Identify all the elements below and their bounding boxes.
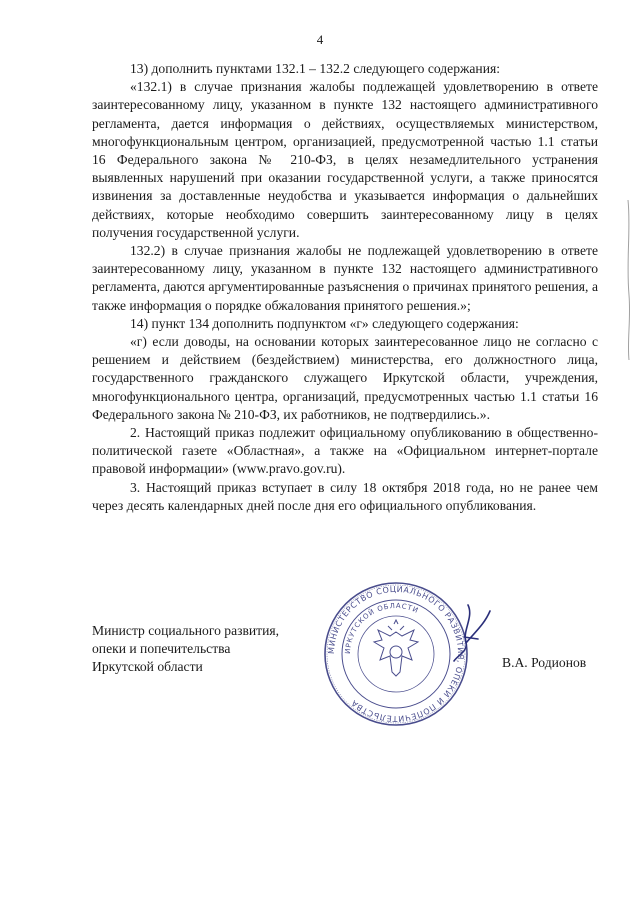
- page-number: 4: [316, 32, 324, 47]
- double-headed-eagle-icon: [374, 620, 418, 676]
- signatory-title-line-2: опеки и попечительства: [92, 641, 231, 656]
- paragraph-132-1: «132.1) в случае признания жалобы подлежащей удовлетворению в ответе заинтересованному лицу, указанном в пункте 132 настоящего административного регламента, дается информация о действиях, осуществляемых министерством, многофункциональным центром, организацией, предусмотренной частью 1.1 статьи 16 Федерального закона № 210-ФЗ, в целях незамедлительного устранения выявленных нарушений при оказании государственной услуги, а также приносятся извинения за доставленные неудобства и указывается информация о дальнейших действиях, которые необходимо совершить заинтересованному лицу в целях получения государственной услуги.: [92, 79, 598, 240]
- paragraph-clause-2: 2. Настоящий приказ подлежит официальному опубликованию в общественно-политической газете «Областная», а также на «Официальном интернет-портале правовой информации» (www.pravo.gov.ru).: [92, 425, 598, 477]
- paragraph-item-14: 14) пункт 134 дополнить подпунктом «г» следующего содержания:: [130, 315, 519, 331]
- signatory-name: В.А. Родионов: [502, 655, 587, 670]
- seal-inner-text: ИРКУТСКОЙ ОБЛАСТИ: [343, 601, 420, 655]
- seal-outer-text: МИНИСТЕРСТВО СОЦИАЛЬНОГО РАЗВИТИЯ, ОПЕКИ И ПОПЕЧИТЕЛЬСТВА: [326, 584, 466, 724]
- signatory-title: [92, 622, 279, 676]
- document-body: [92, 60, 598, 515]
- paragraph-clause-3: 3. Настоящий приказ вступает в силу 18 октября 2018 года, но не ранее чем через десять календарных дней после дня его официального опубликования.: [92, 479, 598, 513]
- signatory-title-line-3: Иркутской области: [92, 659, 203, 674]
- handwritten-signature: [444, 603, 494, 665]
- paragraph-item-13: 13) дополнить пунктами 132.1 – 132.2 следующего содержания:: [130, 61, 501, 76]
- paragraph-subitem-g: «г) если доводы, на основании которых заинтересованное лицо не согласно с решением и действием (бездействием) министерства, его должностного лица, государственного гражданского служащего Иркутской области, учреждения, многофункционального центра, организаций, предусмотренных частью 1.1 статьи 16 Федерального закона № 210-ФЗ, их работников, не подтвердились.».: [92, 334, 598, 422]
- paragraph-132-2: 132.2) в случае признания жалобы не подлежащей удовлетворению в ответе заинтересованному лицу, указанном в пункте 132 настоящего административного регламента, даются аргументированные разъяснения о причинах принятого решения, а также информация о порядке обжалования принятого решения.»;: [92, 243, 598, 313]
- signatory-title-line-1: Министр социального развития,: [92, 623, 280, 638]
- scan-edge-mark: [624, 200, 634, 360]
